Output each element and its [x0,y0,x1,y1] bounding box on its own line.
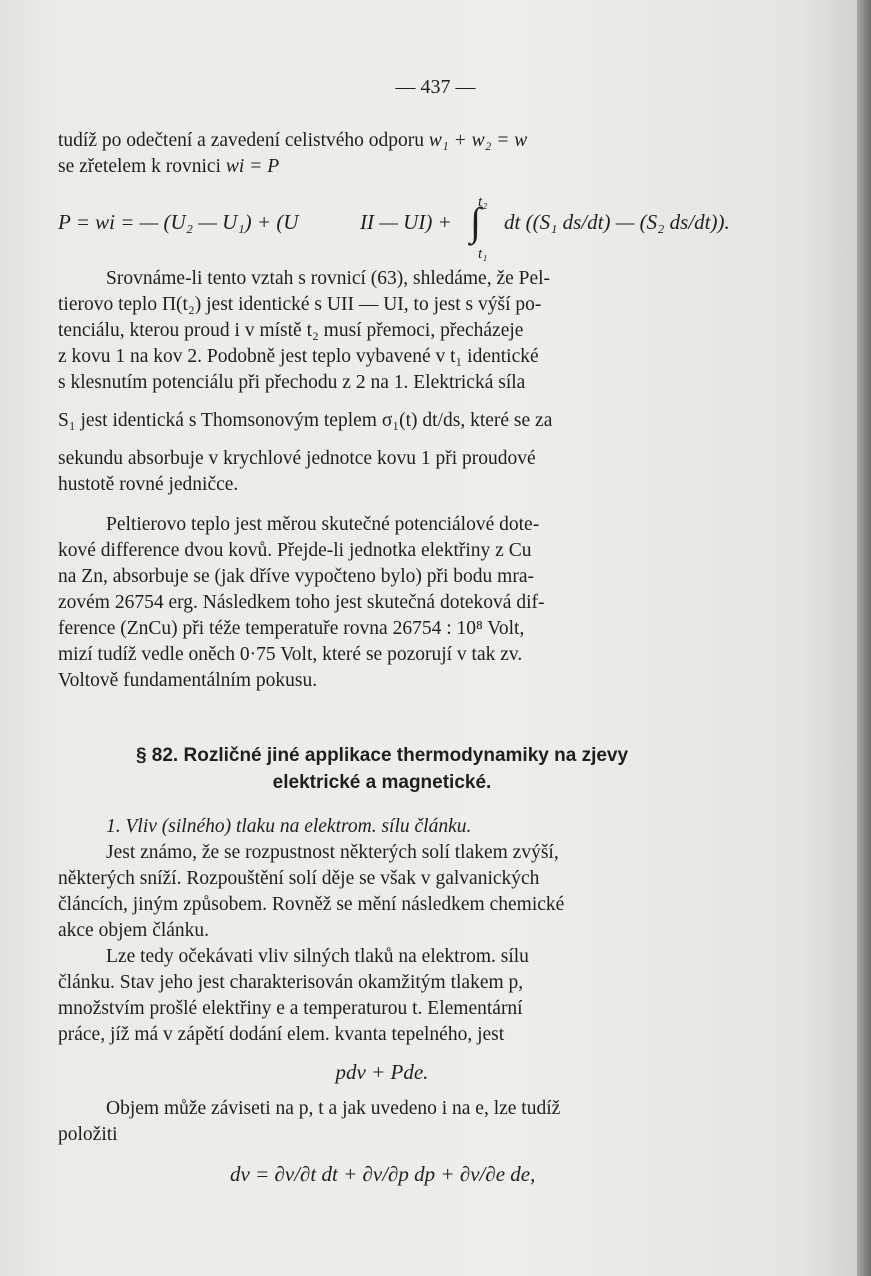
text-line: ference (ZnCu) při téže temperatuře rovna 26754 : 10⁸ Volt, [58,618,525,639]
text-line: S₁ jest identická s Thomsonovým teplem σ₁(t) dt/ds, které se za [58,410,553,431]
text-line: tierovo teplo Π(t₂) jest identické s UII — UI, to jest s výší po- [58,294,542,315]
intro [58,128,706,180]
equation-1-rest: dt ((S₁ ds/dt) — (S₂ ds/dt)). [504,210,730,234]
text-line: mizí tudíž vedle oněch 0·75 Volt, které se pozorují v tak zv. [58,644,523,665]
text-line: kové difference dvou kovů. Přejde-li jednotka elektřiny z Cu [58,540,532,561]
equation-2: pdv + Pde. [335,1060,429,1084]
paragraph-2 [58,512,706,694]
text-line: Srovnáme-li tento vztah s rovnicí (63), shledáme, že Pel- [106,268,551,289]
intro-line1-math: w₁ + w₂ = w [428,130,528,151]
text-line: tenciálu, kterou proud i v místě t₂ musí přemoci, přecházeje [58,320,524,341]
text-line: akce objem článku. [58,920,210,941]
equation-1-integral: ∫ [470,199,481,244]
equation-1-upper-limit: t₂ [478,194,488,210]
equation-1-lower-limit: t₁ [478,246,488,262]
paragraph-1 [58,266,706,498]
text-line: Peltierovo teplo jest měrou skutečné potenciálové dote- [106,514,540,535]
text-line: hustotě rovné jedničce. [58,474,239,495]
text-line: Jest známo, že se rozpustnost některých solí tlakem zvýší, [106,842,559,863]
subsection-title: 1. Vliv (silného) tlaku na elektrom. sílu článku. [106,816,472,837]
equation-1-lhs: P = wi = — (U₂ — U₁) + (U [58,210,299,234]
text-line: množstvím prošlé elektřiny e a temperaturou t. Elementární [58,998,523,1019]
text-line: práce, jíž má v zápětí dodání elem. kvanta tepelného, jest [58,1024,505,1045]
section-heading-line1: § 82. Rozličné jiné applikace thermodynamiky na zjevy [135,745,629,766]
text-line: článcích, jiným způsobem. Rovněž se mění následkem chemické [58,894,565,915]
text-line: Voltově fundamentálním pokusu. [58,670,318,691]
equation-3: dv = ∂v/∂t dt + ∂v/∂p dp + ∂v/∂e de, [230,1162,536,1186]
paragraph-3 [58,840,706,944]
text-line: s klesnutím potenciálu při přechodu z 2 na 1. Elektrická síla [58,372,526,393]
text-line: některých sníží. Rozpouštění solí děje se však v galvanických [58,868,540,889]
intro-line1: tudíž po odečtení a zavedení celistvého odporu [58,130,429,151]
text-line: sekundu absorbuje v krychlové jednotce kovu 1 při proudové [58,448,536,469]
paragraph-4 [58,944,706,1048]
text-line: Lze tedy očekávati vliv silných tlaků na elektrom. sílu [106,946,529,967]
section-heading [58,742,706,796]
section-heading-line2: elektrické a magnetické. [272,772,492,793]
intro-line2: se zřetelem k rovnici [58,156,226,177]
paragraph-5 [58,1096,706,1148]
text-line: z kovu 1 na kov 2. Podobně jest teplo vybavené v t₁ identické [58,346,539,367]
text-line: zovém 26754 erg. Následkem toho jest skutečná doteková dif- [58,592,545,613]
equation-1-mid: II — UI) + [360,210,452,234]
text-line: článku. Stav jeho jest charakterisován okamžitým tlakem p, [58,972,524,993]
intro-line2-math: wi = P [225,156,280,177]
text-line: Objem může záviseti na p, t a jak uvedeno i na e, lze tudíž [106,1098,561,1119]
page-number: — 437 — [395,76,476,98]
equation-1 [58,196,738,262]
page-edge-shadow [857,0,871,1276]
text-line: na Zn, absorbuje se (jak dříve vypočteno bylo) při bodu mra- [58,566,534,587]
text-line: položiti [58,1124,118,1145]
